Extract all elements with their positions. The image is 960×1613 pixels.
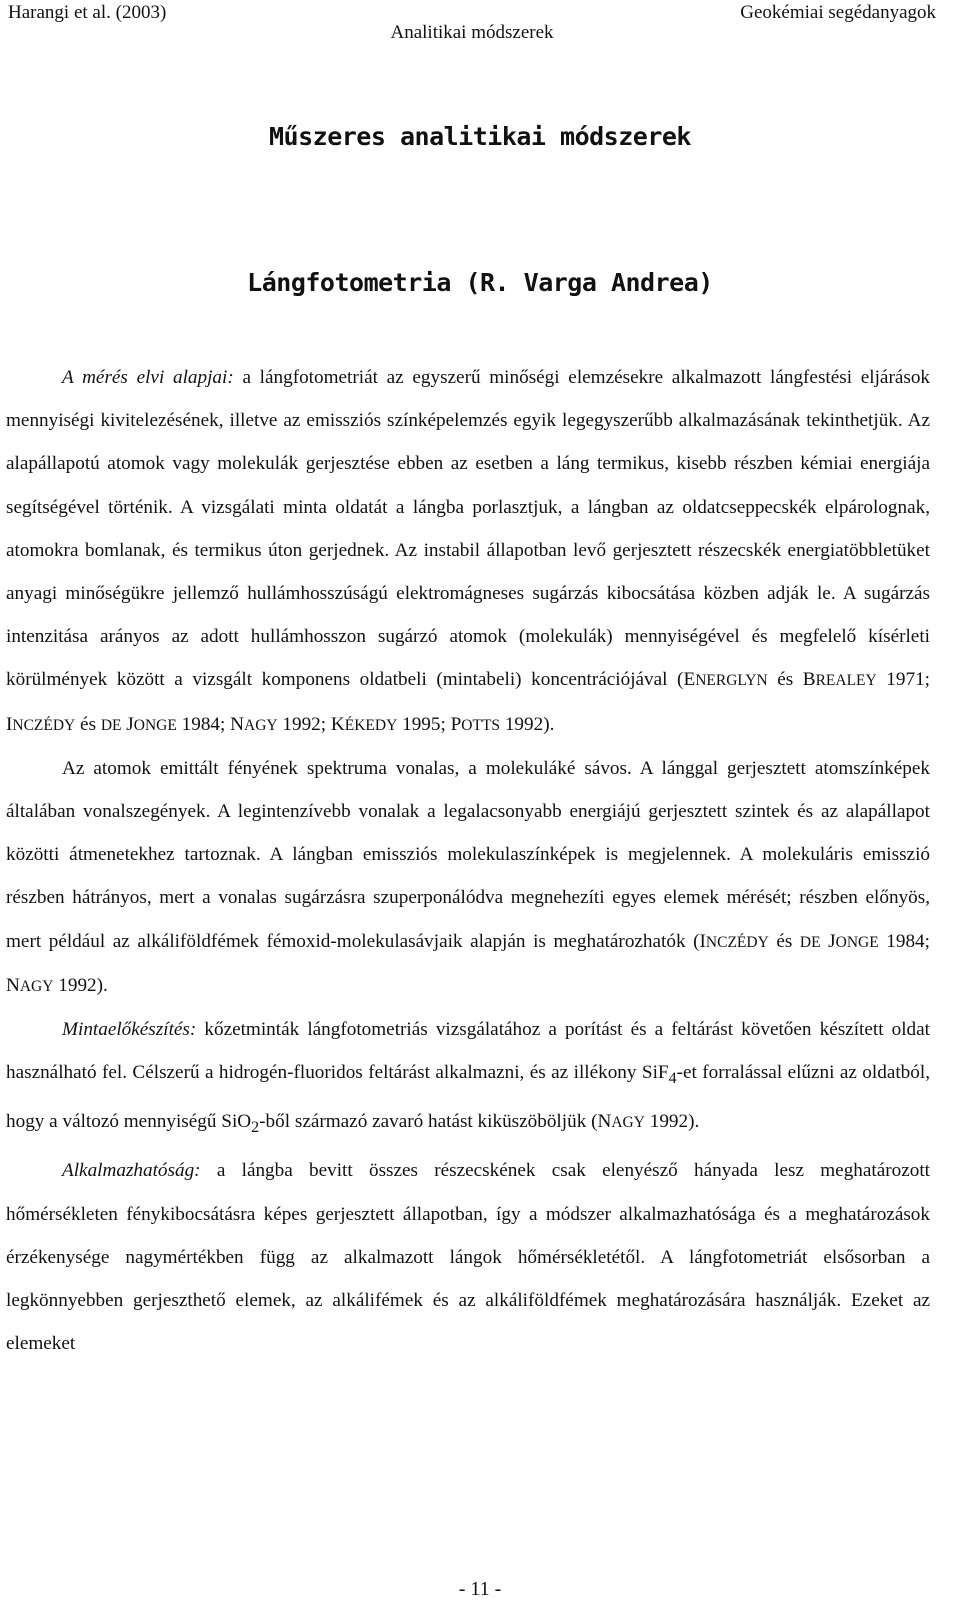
author-ref: NAGY: [230, 713, 278, 735]
author-ref: BREALEY: [802, 669, 877, 691]
page-header: [8, 0, 936, 50]
paragraph-sample-prep: Mintaelőkészítés: kőzetminták lángfotometriás vizsgálatához a porítást és a feltárást követően készített oldat használható fel. Célszerű a hidrogén-fluoridos feltárást alkalmazni, és az illékony SiF$_4$-et forralással elűzni az oldatból, hogy a változó mennyiségű SiO$_2$-ből származó zavaró hatást kiküszöböljük (NAGY 1992).: [6, 1019, 930, 1137]
author-ref: KÉKEDY: [330, 713, 398, 735]
author-ref: POTTS: [450, 713, 501, 735]
author-ref: JONGE: [828, 930, 879, 952]
author-ref: INCZÉDY: [6, 713, 76, 735]
body-text: [6, 356, 930, 1365]
section-title: Lángfotometria (R. Varga Andrea): [247, 268, 713, 297]
paragraph-applicability: Alkalmazhatóság: a lángba bevitt összes részecskének csak elenyésző hányada lesz meghatározott hőmérsékleten fénykibocsátásra képes gerjesztett állapotban, így a módszer alkalmazhatósága és a meghatározások érzékenysége nagymértékben függ az alkalmazott lángok hőmérsékletétől. A lángfotometriát elsősorban a legkönnyebben gerjeszthető elemek, az alkálifémek és az alkáliföldfémek meghatározására használják. Ezeket az elemeket: [6, 1160, 930, 1355]
author-ref: JONGE: [126, 713, 177, 735]
paragraph-label: Mintaelőkészítés:: [62, 1019, 197, 1041]
author-ref: NAGY: [597, 1111, 645, 1133]
header-series: Geokémiai segédanyagok: [740, 2, 936, 23]
paragraph-label: A mérés elvi alapjai:: [62, 367, 234, 388]
author-ref: INCZÉDY: [699, 930, 769, 952]
paragraph-principles: A mérés elvi alapjai: a lángfotometriát az egyszerű minőségi elemzésekre alkalmazott lángfestési eljárások mennyiségi kivitelezésének, illetve az emissziós színképelemzés egyik legegyszerűbb alkalmazásának tekinthetjük. Az alapállapotú atomok vagy molekulák gerjesztése ebben az esetben a láng termikus, kisebb részben kémiai energiája segítségével történik. A vizsgálati minta oldatát a lángba porlasztjuk, a lángban az oldatcseppecskék elpárolognak, atomokra bomlanak, és termikus úton gerjednek. Az instabil állapotban levő gerjesztett részecskék energiatöbbletüket anyagi minőségükre jellemző hullámhosszúságú elektromágneses sugárzás kibocsátása közben adják le. A sugárzás intenzitása arányos az adott hullámhosszon sugárzó atomok (molekulák) mennyiségével és megfelelő kísérleti körülmények között a vizsgált komponens oldatbeli (mintabeli) koncentrációjával (ENERGLYN és BREALEY 1971; INCZÉDY és DE JONGE 1984; NAGY 1992; KÉKEDY 1995; POTTS 1992).: [6, 367, 931, 735]
page-number: - 11 -: [458, 1578, 502, 1600]
author-ref: DE: [100, 716, 122, 734]
page-title: Műszeres analitikai módszerek: [269, 122, 691, 151]
author-ref: DE: [799, 933, 821, 951]
paragraph-label: Alkalmazhatóság:: [62, 1160, 201, 1182]
author-ref: ENERGLYN: [683, 669, 768, 691]
header-topic: Analitikai módszerek: [390, 22, 554, 43]
paragraph-spectra: Az atomok emittált fényének spektruma vonalas, a molekuláké sávos. A lánggal gerjesztett atomszínképek általában vonalszegények. A legintenzívebb vonalak a legalacsonyabb energiájú gerjesztett szintek és az alapállapot közötti átmenetekhez tartoznak. A lángban emissziós molekulaszínképek is megjelennek. A molekuláris emisszió részben hátrányos, mert a vonalas sugárzásra szuperponálódva megnehezíti egyes elemek mérését; részben előnyös, mert például az alkáliföldfémek fémoxid-molekulasávjaik alapján is meghatározhatók (INCZÉDY és DE JONGE 1984; NAGY 1992).: [6, 757, 930, 996]
header-authors: Harangi et al. (2003): [8, 2, 167, 23]
author-ref: NAGY: [6, 974, 54, 996]
